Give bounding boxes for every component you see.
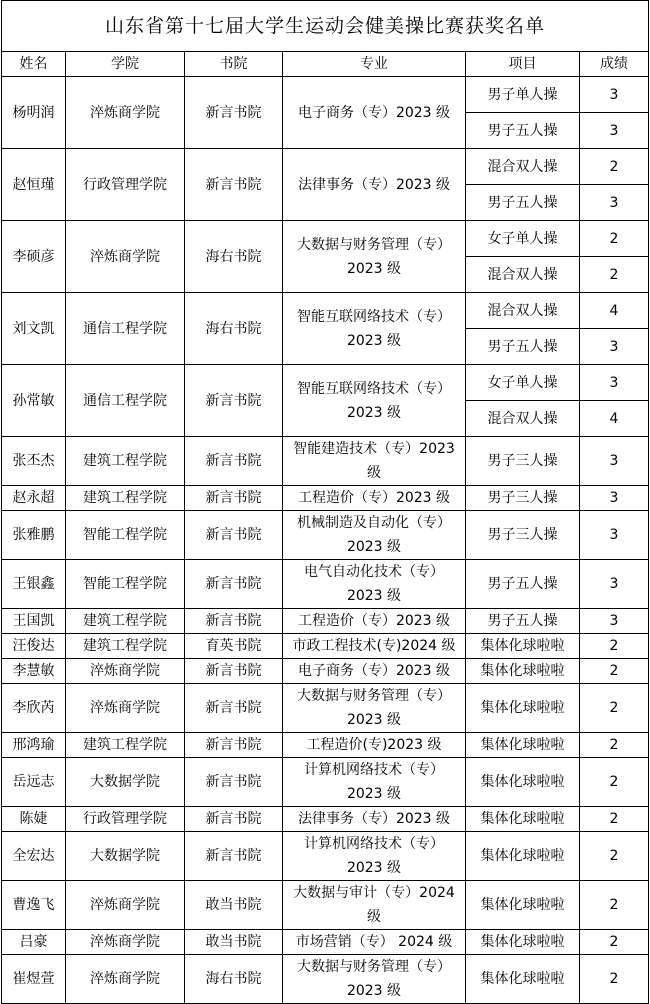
major-line: 2023 级 [346,332,402,349]
table-row [2,807,649,832]
student-college: 大数据学院 [66,758,185,807]
major-line: 智能互联网络技术（专） [297,308,451,325]
student-major [283,955,466,1004]
student-college: 淬炼商学院 [66,930,185,955]
table-row [2,930,649,955]
student-name: 刘文凯 [2,293,66,365]
student-academy: 新言书院 [185,659,283,684]
major-line: 法律事务（专）2023 级 [297,811,451,827]
event-cell: 集体化球啦啦 [466,758,580,807]
score-cell: 4 [580,293,649,329]
student-major [283,659,466,684]
student-academy: 新言书院 [185,365,283,437]
header-academy: 书院 [185,52,283,77]
student-name: 李慧敏 [2,659,66,684]
score-cell: 4 [580,401,649,437]
event-cell: 混合双人操 [466,149,580,185]
major-line: 大数据与财务管理（专） [297,959,451,975]
student-major [283,149,466,221]
event-cell: 男子三人操 [466,486,580,511]
score-cell: 2 [580,149,649,185]
student-college: 淬炼商学院 [66,659,185,684]
event-cell: 集体化球啦啦 [466,634,580,659]
table-row [2,881,649,930]
major-line: 大数据与财务管理（专） [297,236,451,253]
score-cell: 2 [580,659,649,684]
student-major [283,511,466,560]
event-cell: 集体化球啦啦 [466,733,580,758]
header-row [2,52,649,77]
event-cell: 集体化球啦啦 [466,881,580,930]
event-cell: 集体化球啦啦 [466,684,580,733]
student-academy: 新言书院 [185,486,283,511]
event-cell: 混合双人操 [466,257,580,293]
major-line: 2023 级 [346,786,402,802]
major-line: 工程造价(专)2023 级 [306,737,442,753]
major-line: 大数据与财务管理（专） [297,688,451,704]
score-cell: 2 [580,881,649,930]
student-academy: 海右书院 [185,293,283,365]
student-college: 通信工程学院 [66,365,185,437]
student-name: 王国凯 [2,609,66,634]
score-cell: 3 [580,437,649,486]
score-cell: 2 [580,832,649,881]
score-cell: 3 [580,486,649,511]
student-academy: 新言书院 [185,511,283,560]
student-major [283,77,466,149]
table-row [2,486,649,511]
student-name: 赵恒瑾 [2,149,66,221]
student-college: 淬炼商学院 [66,684,185,733]
event-cell: 男子三人操 [466,437,580,486]
event-cell: 混合双人操 [466,401,580,437]
table-row [2,684,649,733]
student-major [283,881,466,930]
major-line: 市场营销（专） 2024 级 [295,934,453,950]
major-line: 2023 级 [346,983,402,999]
score-cell: 2 [580,684,649,733]
event-cell: 男子单人操 [466,77,580,113]
student-major [283,437,466,486]
student-major [283,758,466,807]
major-line: 计算机网络技术（专） [304,762,444,778]
event-cell: 男子五人操 [466,329,580,365]
score-cell: 2 [580,955,649,1004]
event-cell: 男子五人操 [466,560,580,609]
title-row [2,1,649,52]
table-row [2,293,649,329]
header-major: 专业 [283,52,466,77]
table-row [2,149,649,185]
score-cell: 2 [580,221,649,257]
header-event: 项目 [466,52,580,77]
student-name: 赵永超 [2,486,66,511]
major-line: 级 [367,465,381,481]
event-cell: 男子五人操 [466,609,580,634]
student-college: 建筑工程学院 [66,609,185,634]
student-college: 淬炼商学院 [66,881,185,930]
major-line: 2023 级 [346,712,402,728]
student-college: 通信工程学院 [66,293,185,365]
table-row [2,609,649,634]
major-line: 电子商务（专）2023 级 [297,104,451,121]
student-academy: 新言书院 [185,77,283,149]
student-academy: 敢当书院 [185,930,283,955]
student-major [283,560,466,609]
student-academy: 海右书院 [185,221,283,293]
awards-table [1,0,649,1004]
student-academy: 新言书院 [185,609,283,634]
major-line: 大数据与审计（专）2024 [293,885,455,901]
major-line: 智能互联网络技术（专） [297,380,451,397]
student-academy: 新言书院 [185,758,283,807]
student-name: 李欣芮 [2,684,66,733]
table-row [2,659,649,684]
table-row [2,437,649,486]
major-line: 2023 级 [346,260,402,277]
event-cell: 男子三人操 [466,511,580,560]
major-line: 2023 级 [346,860,402,876]
score-cell: 3 [580,185,649,221]
major-line: 电气自动化技术（专） [304,564,444,580]
event-cell: 集体化球啦啦 [466,930,580,955]
student-academy: 新言书院 [185,733,283,758]
header-college: 学院 [66,52,185,77]
student-major [283,930,466,955]
student-major [283,733,466,758]
event-cell: 男子五人操 [466,185,580,221]
student-college: 淬炼商学院 [66,955,185,1004]
score-cell: 3 [580,329,649,365]
student-major [283,609,466,634]
event-cell: 男子五人操 [466,113,580,149]
event-cell: 集体化球啦啦 [466,955,580,1004]
event-cell: 集体化球啦啦 [466,659,580,684]
major-line: 法律事务（专）2023 级 [297,176,451,193]
student-name: 汪俊达 [2,634,66,659]
table-row [2,560,649,609]
student-academy: 新言书院 [185,807,283,832]
student-major [283,807,466,832]
student-name: 全宏达 [2,832,66,881]
student-name: 李硕彦 [2,221,66,293]
student-academy: 新言书院 [185,832,283,881]
student-academy: 敢当书院 [185,881,283,930]
student-academy: 新言书院 [185,684,283,733]
student-college: 行政管理学院 [66,149,185,221]
major-line: 2023 级 [346,404,402,421]
major-line: 工程造价（专）2023 级 [297,490,451,506]
student-college: 建筑工程学院 [66,634,185,659]
student-name: 岳远志 [2,758,66,807]
event-cell: 混合双人操 [466,293,580,329]
score-cell: 3 [580,113,649,149]
student-name: 陈婕 [2,807,66,832]
major-line: 电子商务（专）2023 级 [297,663,451,679]
student-college: 行政管理学院 [66,807,185,832]
student-academy: 新言书院 [185,560,283,609]
table-row [2,511,649,560]
major-line: 机械制造及自动化（专） [297,515,451,531]
student-college: 建筑工程学院 [66,733,185,758]
student-major [283,684,466,733]
table-row [2,634,649,659]
student-college: 建筑工程学院 [66,486,185,511]
major-line: 级 [367,909,381,925]
score-cell: 2 [580,807,649,832]
table-row [2,733,649,758]
student-name: 曹逸飞 [2,881,66,930]
student-name: 王银鑫 [2,560,66,609]
student-academy: 育英书院 [185,634,283,659]
student-college: 淬炼商学院 [66,77,185,149]
student-major [283,486,466,511]
student-major [283,832,466,881]
student-major [283,634,466,659]
table-row [2,955,649,1004]
student-name: 张丕杰 [2,437,66,486]
student-academy: 新言书院 [185,437,283,486]
student-major [283,365,466,437]
score-cell: 2 [580,733,649,758]
event-cell: 女子单人操 [466,365,580,401]
student-name: 邢鸿瑜 [2,733,66,758]
table-row [2,365,649,401]
score-cell: 3 [580,560,649,609]
major-line: 2023 级 [346,588,402,604]
student-college: 智能工程学院 [66,560,185,609]
table-row [2,221,649,257]
student-major [283,293,466,365]
student-college: 智能工程学院 [66,511,185,560]
student-academy: 海右书院 [185,955,283,1004]
table-row [2,77,649,113]
score-cell: 3 [580,511,649,560]
major-line: 2023 级 [346,539,402,555]
student-name: 崔煜萱 [2,955,66,1004]
student-major [283,221,466,293]
score-cell: 2 [580,930,649,955]
student-name: 杨明润 [2,77,66,149]
student-name: 张雅鹏 [2,511,66,560]
student-academy: 新言书院 [185,149,283,221]
page-title: 山东省第十七届大学生运动会健美操比赛获奖名单 [2,1,649,52]
score-cell: 3 [580,609,649,634]
table-row [2,758,649,807]
student-college: 大数据学院 [66,832,185,881]
student-college: 淬炼商学院 [66,221,185,293]
major-line: 市政工程技术(专)2024 级 [292,638,456,654]
major-line: 计算机网络技术（专） [304,836,444,852]
student-name: 孙常敏 [2,365,66,437]
header-name: 姓名 [2,52,66,77]
student-college: 建筑工程学院 [66,437,185,486]
event-cell: 女子单人操 [466,221,580,257]
score-cell: 3 [580,77,649,113]
major-line: 智能建造技术（专）2023 [293,441,455,457]
score-cell: 2 [580,758,649,807]
score-cell: 3 [580,365,649,401]
student-name: 吕豪 [2,930,66,955]
major-line: 工程造价（专）2023 级 [297,613,451,629]
table-row [2,832,649,881]
event-cell: 集体化球啦啦 [466,832,580,881]
score-cell: 2 [580,634,649,659]
event-cell: 集体化球啦啦 [466,807,580,832]
score-cell: 2 [580,257,649,293]
header-score: 成绩 [580,52,649,77]
